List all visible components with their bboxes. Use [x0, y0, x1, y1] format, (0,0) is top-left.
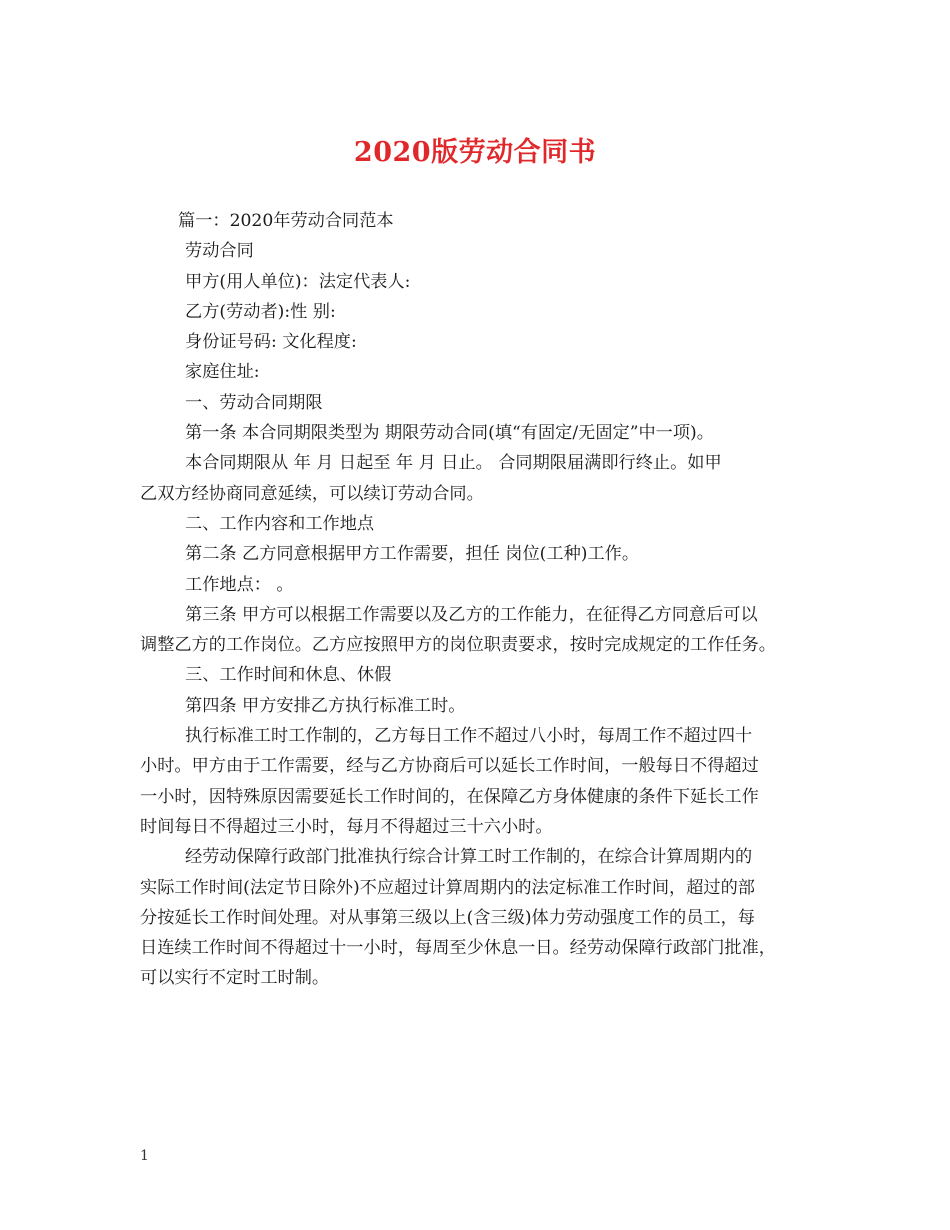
paragraph-line: 甲方(用人单位)：法定代表人: — [185, 271, 411, 292]
paragraph-line: 家庭住址: — [185, 362, 260, 383]
paragraph-line: 本合同期限从 年 月 日起至 年 月 日止。 合同期限届满即行终止。如甲 — [185, 453, 722, 474]
paragraph-line: 日连续工作时间不得超过十一小时，每周至少休息一日。经劳动保障行政部门批准， — [140, 938, 776, 959]
paragraph-line: 执行标准工时工作制的，乙方每日工作不超过八小时，每周工作不超过四十 — [185, 726, 753, 747]
section-heading: 一、劳动合同期限 — [185, 392, 323, 413]
paragraph-line: 劳动合同 — [185, 241, 254, 262]
paragraph-line: 分按延长工作时间处理。对从事第三级以上(含三级)体力劳动强度工作的员工，每 — [140, 907, 755, 928]
paragraph-line: 时间每日不得超过三小时，每月不得超过三十六小时。 — [140, 816, 553, 837]
document-title: 2020版劳动合同书 — [353, 137, 597, 168]
paragraph-line: 身份证号码: 文化程度: — [185, 332, 357, 353]
page-number: 1 — [140, 1148, 149, 1164]
section-heading: 二、工作内容和工作地点 — [185, 513, 375, 534]
section-heading: 篇一：2020年劳动合同范本 — [178, 211, 394, 231]
paragraph-line: 经劳动保障行政部门批准执行综合计算工时工作制的，在综合计算周期内的 — [185, 847, 753, 868]
paragraph-line: 第一条 本合同期限类型为 期限劳动合同(填“有固定/无固定”中一项)。 — [185, 423, 714, 444]
paragraph-line: 第四条 甲方安排乙方执行标准工时。 — [185, 695, 466, 716]
paragraph-line: 乙方(劳动者):性 别: — [185, 301, 336, 322]
paragraph-line: 可以实行不定时工时制。 — [140, 968, 330, 989]
paragraph-line: 调整乙方的工作岗位。乙方应按照甲方的岗位职责要求，按时完成规定的工作任务。 — [140, 635, 776, 656]
paragraph-line: 实际工作时间(法定节日除外)不应超过计算周期内的法定标准工作时间，超过的部 — [140, 877, 755, 898]
paragraph-line: 第二条 乙方同意根据甲方工作需要，担任 岗位(工种)工作。 — [185, 544, 640, 565]
paragraph-line: 第三条 甲方可以根据工作需要以及乙方的工作能力，在征得乙方同意后可以 — [185, 604, 758, 625]
section-heading: 三、工作时间和休息、休假 — [185, 665, 392, 686]
paragraph-line: 乙双方经协商同意延续，可以续订劳动合同。 — [140, 483, 484, 504]
paragraph-line: 一小时，因特殊原因需要延长工作时间的，在保障乙方身体健康的条件下延长工作 — [140, 786, 759, 807]
paragraph-line: 工作地点： 。 — [185, 574, 294, 595]
paragraph-line: 小时。甲方由于工作需要，经与乙方协商后可以延长工作时间，一般每日不得超过 — [140, 756, 759, 777]
document-body — [140, 206, 820, 994]
